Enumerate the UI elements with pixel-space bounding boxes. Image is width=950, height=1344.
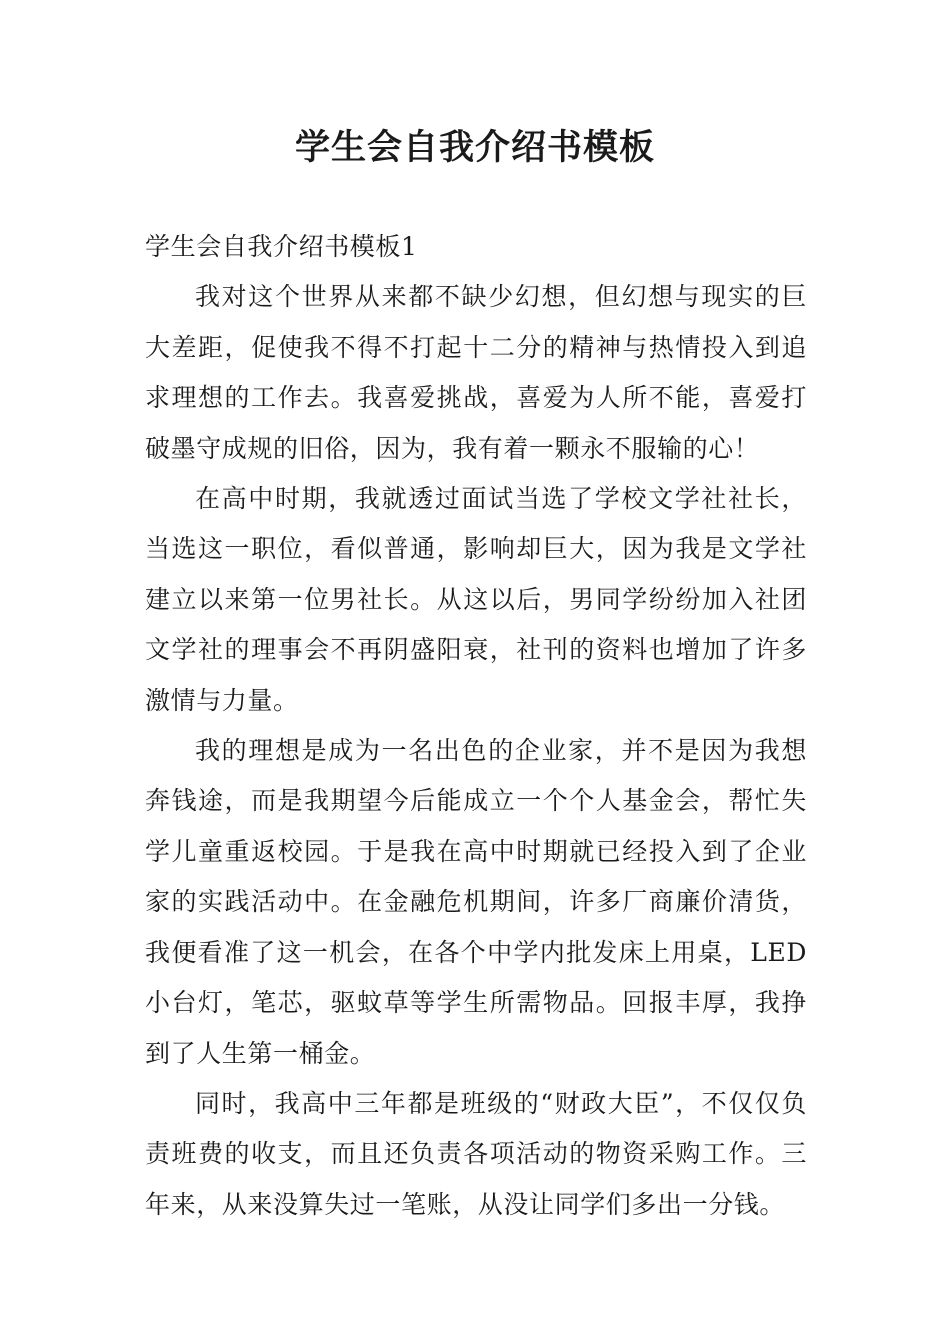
- document-body: [145, 222, 807, 1230]
- section-heading: 学生会自我介绍书模板1: [145, 232, 418, 261]
- paragraph-3: 我的理想是成为一名出色的企业家，并不是因为我想奔钱途，而是我期望今后能成立一个个人基金会，帮忙失学儿童重返校园。于是我在高中时期就已经投入到了企业家的实践活动中。在金融危机期间，许多厂商廉价清货，我便看准了这一机会，在各个中学内批发床上用桌，LED小台灯，笔芯，驱蚊草等学生所需物品。回报丰厚，我挣到了人生第一桶金。: [145, 736, 807, 1068]
- paragraph-4: 同时，我高中三年都是班级的“财政大臣”，不仅仅负责班费的收支，而且还负责各项活动的物资采购工作。三年来，从来没算失过一笔账，从没让同学们多出一分钱。: [145, 1088, 807, 1219]
- document-title: 学生会自我介绍书模板: [294, 128, 655, 168]
- paragraph-2: 在高中时期，我就透过面试当选了学校文学社社长，当选这一职位，看似普通，影响却巨大，因为我是文学社建立以来第一位男社长。从这以后，男同学纷纷加入社团文学社的理事会不再阴盛阳衰，社刊的资料也增加了许多激情与力量。: [145, 484, 807, 715]
- paragraph-1: 我对这个世界从来都不缺少幻想，但幻想与现实的巨大差距，促使我不得不打起十二分的精神与热情投入到追求理想的工作去。我喜爱挑战，喜爱为人所不能，喜爱打破墨守成规的旧俗，因为，我有着一颗永不服输的心！: [145, 282, 807, 463]
